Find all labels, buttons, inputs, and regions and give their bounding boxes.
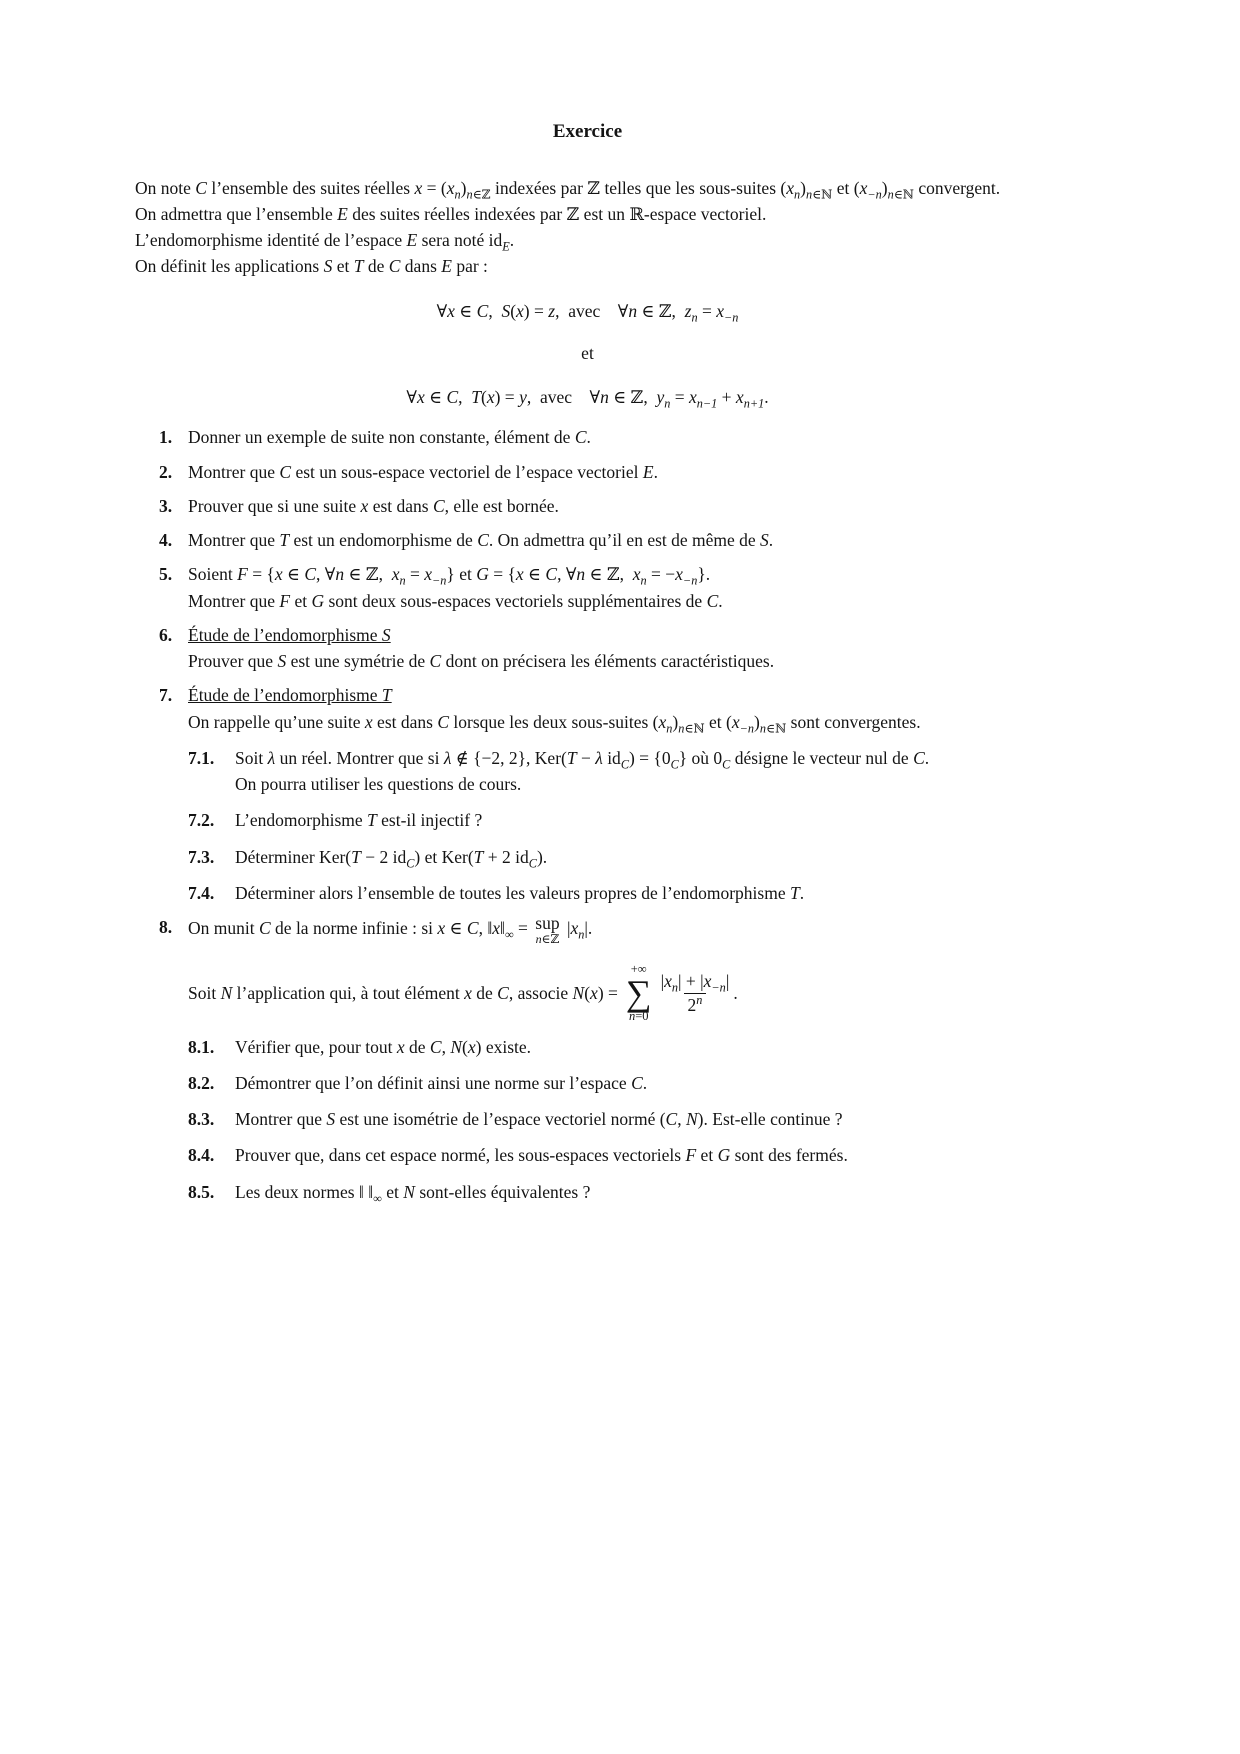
question-7-3-label: 7.3. (188, 846, 215, 867)
exercise-title: Exercice (552, 121, 623, 142)
sup-operator (535, 914, 559, 946)
question-7-2-text: L’endomorphisme T est-il injectif ? (235, 810, 483, 831)
question-7-3-text: Déterminer Ker(T − 2 $id_C$) et Ker(T + 2 $id_C$). (235, 846, 548, 870)
question-list (135, 424, 1040, 1205)
fraction-numerator: $|x_n| + |x_{-n}|$ (660, 970, 730, 995)
question-8-body (188, 914, 1040, 1205)
exercise-content (135, 118, 1040, 1205)
summation-symbol (626, 962, 652, 1023)
question-1-body (188, 424, 1040, 450)
question-7-1-body (235, 745, 1040, 798)
question-6-text: Prouver que S est une symétrie de C dont on précisera les éléments caractéristiques. (188, 651, 775, 671)
intro-paragraph-4: On définit les applications S et T de C dans E par : (135, 256, 488, 277)
fraction (657, 970, 734, 1017)
question-6 (135, 622, 1040, 675)
question-8-5-body (235, 1179, 1040, 1205)
question-8-4-text: Prouver que, dans cet espace normé, les sous-espaces vectoriels F et G sont des fermés. (235, 1145, 848, 1166)
question-3-body (188, 493, 1040, 519)
question-8-1-label: 8.1. (188, 1036, 215, 1057)
question-8-2-label: 8.2. (188, 1072, 215, 1093)
question-7-4-text: Déterminer alors l’ensemble de toutes les valeurs propres de l’endomorphisme T. (235, 882, 805, 903)
question-7-2 (188, 807, 1040, 833)
question-7-4-body (235, 880, 1040, 906)
question-8-3-text: Montrer que S est une isométrie de l’espace vectoriel normé (C, N). Est-elle continue ? (235, 1109, 843, 1130)
question-5-line-2: Montrer que F et G sont deux sous-espaces vectoriels supplémentaires de C. (188, 590, 723, 611)
question-3 (135, 493, 1040, 519)
question-8-2-text: Démontrer que l’on définit ainsi une norme sur l’espace C. (235, 1072, 648, 1093)
question-7-label: 7. (159, 685, 173, 706)
question-8-intro (188, 914, 1040, 946)
question-6-body (188, 622, 1040, 675)
question-8-3-label: 8.3. (188, 1109, 215, 1130)
question-7-2-label: 7.2. (188, 810, 215, 831)
sup-operator-word: sup (535, 913, 560, 933)
question-1 (135, 424, 1040, 450)
question-7-4 (188, 880, 1040, 906)
question-3-text: Prouver que si une suite x est dans C, elle est bornée. (188, 495, 559, 516)
intro-paragraph-2: On admettra que l’ensemble E des suites réelles indexées par ℤ est un ℝ-espace vectoriel. (135, 203, 767, 224)
question-5-label: 5. (159, 564, 173, 585)
question-6-label: 6. (159, 624, 173, 645)
formula-prefix: Soit N l’application qui, à tout élément x de C, associe N(x) = (188, 982, 618, 1003)
question-8-2-body (235, 1070, 1040, 1096)
question-1-text: Donner un exemple de suite non constante, élément de C. (188, 427, 591, 448)
question-8-3 (188, 1106, 1040, 1132)
question-8-5 (188, 1179, 1040, 1205)
question-7-body (188, 682, 1040, 906)
question-5-line-1: Soient F = {x ∈ C, ∀n ∈ ℤ, $x_n = x_{-n}$} et G = {x ∈ C, ∀n ∈ ℤ, $x_n = -x_{-n}$}. (188, 564, 711, 588)
question-7-text: On rappelle qu’une suite x est dans C lorsque les deux sous-suites $(x_n)_{n\in ℕ}$ et $(x_{-n})_{n\in ℕ}$ sont convergentes. (188, 711, 921, 735)
question-3-label: 3. (159, 495, 173, 516)
question-8-1-body (235, 1034, 1040, 1060)
question-5 (135, 561, 1040, 614)
question-7-3 (188, 844, 1040, 870)
question-8 (135, 914, 1040, 1205)
question-8-3-body (235, 1106, 1040, 1132)
question-8-2 (188, 1070, 1040, 1096)
question-6-heading-text: Étude de l’endomorphisme S (188, 624, 391, 645)
intro-paragraph-1: On note C l’ensemble des suites réelles $x = (x_n)_{n\in ℤ}$ indexées par ℤ telles que les sous-suites $(x_n)_{n\in ℕ}$ et $(x_{-n})_{n\in ℕ}$ convergent. (135, 177, 1001, 201)
question-7-1-label: 7.1. (188, 747, 215, 768)
question-4-label: 4. (159, 530, 173, 550)
question-7-4-label: 7.4. (188, 882, 215, 903)
question-7-2-body (235, 807, 1040, 833)
question-8-5-text: Les deux normes ‖ $‖_\infty$ et N sont-elles équivalentes ? (235, 1181, 591, 1206)
question-8-1-text: Vérifier que, pour tout x de C, N(x) existe. (235, 1036, 532, 1057)
question-7-1 (188, 745, 1040, 798)
question-7-heading (188, 682, 1040, 708)
question-8-4-body (235, 1142, 1040, 1168)
question-4-body (188, 527, 1040, 553)
question-7-1-line-2: On pourra utiliser les questions de cours. (235, 774, 522, 794)
question-7-heading-text: Étude de l’endomorphisme T (188, 685, 392, 706)
question-2 (135, 459, 1040, 485)
question-7 (135, 682, 1040, 906)
question-6-heading (188, 622, 1040, 648)
question-8-intro-prefix: On munit C de la norme infinie : si x ∈ C, $‖x‖_\infty$ = (188, 918, 533, 942)
question-2-label: 2. (159, 461, 173, 482)
question-7-3-body (235, 844, 1040, 870)
question-2-body (188, 459, 1040, 485)
question-8-4 (188, 1142, 1040, 1168)
question-5-body (188, 561, 1040, 614)
sup-operator-limit: n∈ℤ (535, 932, 560, 947)
question-8-1 (188, 1034, 1040, 1060)
question-2-text: Montrer que C est un sous-espace vectoriel de l’espace vectoriel E. (188, 461, 658, 482)
question-8-5-label: 8.5. (188, 1181, 215, 1202)
formula-suffix: . (733, 982, 738, 1003)
question-8-4-label: 8.4. (188, 1145, 215, 1166)
fraction-denominator: 2$^n$ (684, 993, 707, 1017)
display-equation-s: ∀x ∈ C, S(x) = z, avec ∀n ∈ ℤ, $z_n = x_{-n}$ (436, 300, 739, 324)
question-4-text: Montrer que T est un endomorphisme de C. On admettra qu’il en est de même de S. (188, 530, 774, 550)
sigma-icon: ∑ (625, 972, 652, 1013)
intro-paragraph-3: L’endomorphisme identité de l’espace E sera noté $id_E$. (135, 230, 515, 254)
question-7-1-line-1: Soit λ un réel. Montrer que si λ ∉ {−2, 2}, Ker(T − λ $id_C) = \{0_C\}$ où $0_C$ désigne le vecteur nul de C. (235, 747, 930, 772)
summation-lower-limit: n=0 (628, 1009, 649, 1024)
equation-connector: et (581, 342, 594, 363)
display-equation-t: ∀x ∈ C, T(x) = y, avec ∀n ∈ ℤ, $y_n = x_{n-1} + x_{n+1}$. (406, 387, 769, 411)
norm-definition-formula (188, 962, 1040, 1023)
question-1-label: 1. (159, 427, 173, 448)
summation-upper-limit: +∞ (630, 962, 647, 977)
question-8-intro-suffix: $|x_n|$. (562, 918, 593, 942)
question-8-label: 8. (159, 917, 173, 937)
question-4 (135, 527, 1040, 553)
